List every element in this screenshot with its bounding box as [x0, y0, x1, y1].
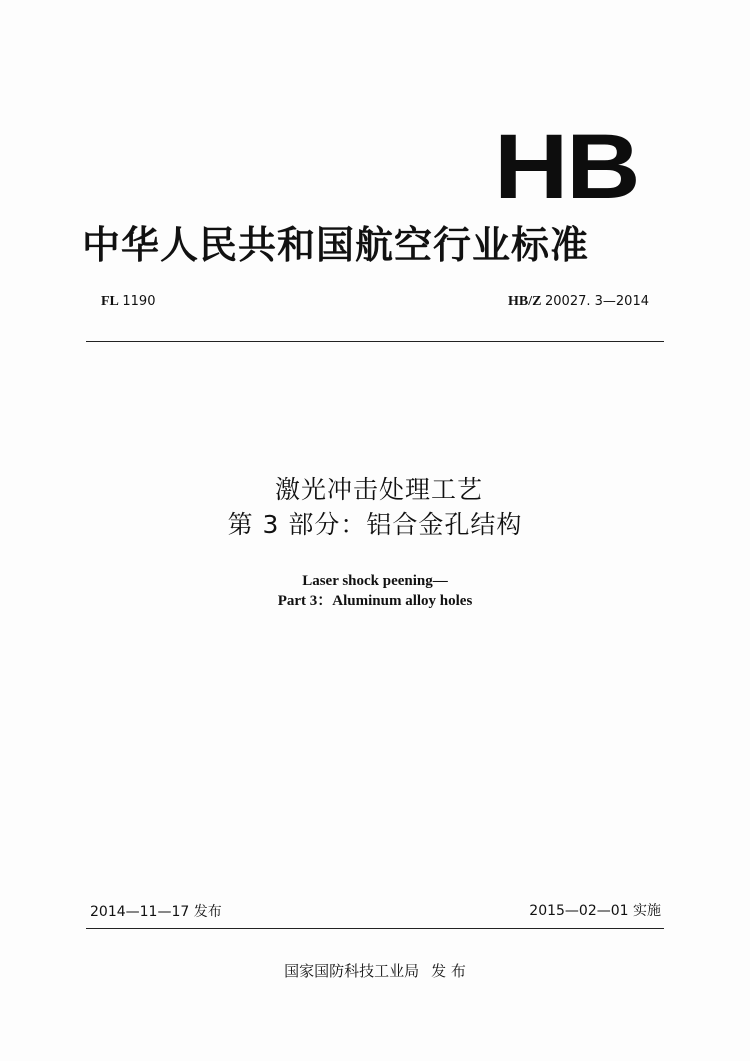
- standard-code: [508, 294, 649, 310]
- publisher: [0, 960, 750, 981]
- header-divider: [86, 341, 664, 342]
- hb-logo: HB: [494, 116, 639, 218]
- publisher-action: 发 布: [431, 962, 466, 980]
- footer-divider: [86, 928, 664, 929]
- classification-prefix: FL: [101, 294, 119, 309]
- cn-title-line-2: 第 3 部分：铝合金孔结构: [227, 510, 523, 539]
- classification-number: 1190: [122, 294, 156, 309]
- classification-code: [101, 294, 155, 310]
- implementation-date: 2015—02—01 实施: [529, 903, 661, 919]
- en-title-line-2: Part 3：Aluminum alloy holes: [277, 593, 473, 609]
- standard-code-prefix: HB/Z: [508, 294, 542, 309]
- standard-category-title: 中华人民共和国航空行业标准: [82, 223, 590, 267]
- issue-date: 2014—11—17 发布: [90, 904, 222, 920]
- standard-code-number: 20027. 3—2014: [545, 294, 649, 309]
- en-title-line-1: Laser shock peening—: [302, 573, 448, 589]
- publisher-org: 国家国防科技工业局: [284, 962, 420, 980]
- cn-title-line-1: 激光冲击处理工艺: [274, 475, 483, 504]
